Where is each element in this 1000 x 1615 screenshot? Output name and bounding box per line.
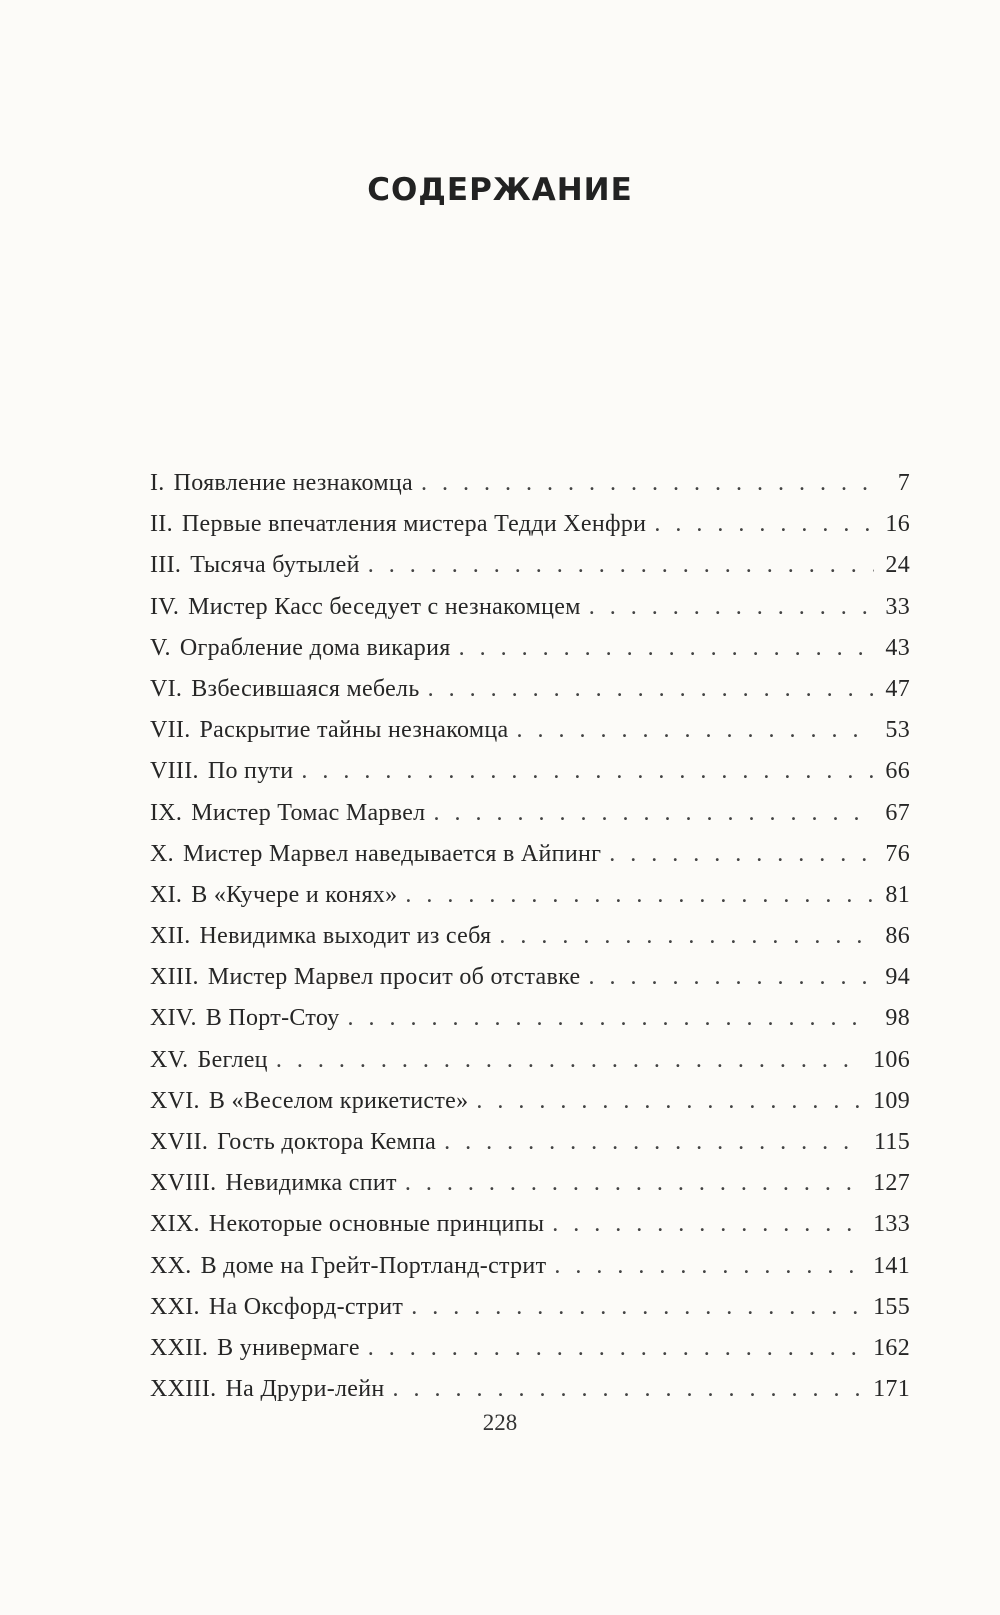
- chapter-number: I.: [150, 470, 165, 496]
- chapter-title: Мистер Марвел просит об отставке: [207, 964, 581, 991]
- dot-leader: [459, 635, 874, 662]
- dot-leader: [368, 1335, 863, 1362]
- chapter-number: XVI.: [150, 1087, 200, 1114]
- chapter-title: Мистер Марвел наведывается в Айпинг: [182, 840, 602, 867]
- dot-leader: [405, 1170, 863, 1197]
- toc-entry[interactable]: [150, 1129, 910, 1170]
- dot-leader: [589, 594, 874, 621]
- toc-entry[interactable]: [150, 841, 910, 882]
- chapter-title: Гость доктора Кемпа: [217, 1129, 437, 1155]
- toc-entry[interactable]: [150, 800, 910, 841]
- dot-leader: [393, 1376, 864, 1403]
- toc-entry[interactable]: [150, 882, 910, 923]
- chapter-page: 24: [885, 552, 910, 579]
- chapter-title: Беглец: [197, 1046, 268, 1073]
- toc-entry[interactable]: [150, 923, 910, 964]
- toc-entry[interactable]: [150, 964, 910, 1005]
- chapter-page: 155: [873, 1293, 910, 1320]
- chapter-number: XIX.: [150, 1211, 200, 1238]
- chapter-page: 162: [873, 1334, 910, 1361]
- toc-entry[interactable]: [150, 1005, 910, 1046]
- dot-leader: [476, 1088, 863, 1115]
- chapter-page: 76: [885, 840, 910, 867]
- dot-leader: [499, 923, 874, 950]
- chapter-page: 86: [885, 923, 910, 950]
- chapter-number: XVII.: [150, 1129, 209, 1155]
- toc-entry[interactable]: [150, 594, 910, 635]
- chapter-number: XVIII.: [150, 1170, 217, 1197]
- chapter-title: Невидимка спит: [225, 1170, 397, 1197]
- toc-entry[interactable]: [150, 1211, 910, 1252]
- toc-entry[interactable]: [150, 758, 910, 799]
- chapter-page: 7: [897, 470, 910, 496]
- toc-entry[interactable]: [150, 717, 910, 758]
- chapter-title: В «Веселом крикетисте»: [208, 1087, 469, 1114]
- chapter-number: XV.: [150, 1046, 189, 1073]
- dot-leader: [421, 470, 874, 497]
- chapter-number: V.: [150, 634, 171, 661]
- chapter-title: Мистер Томас Марвел: [191, 799, 426, 826]
- dot-leader: [444, 1129, 864, 1156]
- chapter-page: 98: [885, 1005, 910, 1032]
- page-title: СОДЕРЖАНИЕ: [367, 172, 633, 208]
- chapter-page: 171: [873, 1376, 910, 1403]
- dot-leader: [301, 758, 874, 785]
- chapter-title: Некоторые основные принципы: [208, 1211, 545, 1238]
- chapter-number: XXI.: [150, 1293, 200, 1320]
- dot-leader: [405, 882, 874, 909]
- chapter-page: 67: [885, 799, 910, 826]
- chapter-number: VI.: [150, 675, 183, 702]
- dot-leader: [588, 964, 874, 991]
- toc-entry[interactable]: [150, 552, 910, 593]
- chapter-number: II.: [150, 511, 173, 538]
- dot-leader: [368, 552, 874, 579]
- dot-leader: [554, 1253, 863, 1280]
- toc-entry[interactable]: [150, 470, 910, 511]
- dot-leader: [552, 1211, 863, 1238]
- chapter-page: 141: [873, 1252, 910, 1279]
- chapter-title: В «Кучере и конях»: [191, 881, 398, 908]
- toc-entry[interactable]: [150, 511, 910, 552]
- chapter-page: 43: [885, 634, 910, 661]
- toc-entry[interactable]: [150, 1170, 910, 1211]
- table-of-contents: [150, 470, 910, 1417]
- chapter-page: 109: [873, 1087, 910, 1114]
- chapter-number: XXII.: [150, 1334, 209, 1361]
- chapter-page: 127: [873, 1170, 910, 1197]
- chapter-number: XII.: [150, 923, 191, 950]
- dot-leader: [276, 1047, 863, 1074]
- chapter-number: XIV.: [150, 1005, 197, 1032]
- chapter-page: 106: [873, 1046, 910, 1073]
- chapter-page: 81: [885, 881, 910, 908]
- chapter-title: Ограбление дома викария: [179, 634, 451, 661]
- chapter-number: XX.: [150, 1252, 192, 1279]
- dot-leader: [411, 1294, 863, 1321]
- chapter-number: VII.: [150, 717, 191, 744]
- chapter-title: На Оксфорд-стрит: [208, 1293, 404, 1320]
- dot-leader: [609, 841, 874, 868]
- chapter-title: Первые впечатления мистера Тедди Хенфри: [181, 511, 647, 538]
- chapter-page: 16: [885, 511, 910, 538]
- dot-leader: [428, 676, 874, 703]
- chapter-page: 133: [873, 1211, 910, 1238]
- toc-entry[interactable]: [150, 676, 910, 717]
- chapter-number: X.: [150, 840, 174, 867]
- chapter-title: В доме на Грейт-Портланд-стрит: [200, 1252, 547, 1279]
- chapter-number: III.: [150, 552, 182, 579]
- chapter-title: На Друри-лейн: [225, 1376, 385, 1403]
- chapter-title: Невидимка выходит из себя: [199, 923, 492, 950]
- chapter-title: Мистер Касс беседует с незнакомцем: [188, 593, 581, 620]
- dot-leader: [433, 800, 874, 827]
- chapter-title: По пути: [207, 758, 294, 785]
- chapter-number: IX.: [150, 799, 183, 826]
- toc-entry[interactable]: [150, 1335, 910, 1376]
- chapter-number: IV.: [150, 593, 180, 620]
- chapter-number: XXIII.: [150, 1376, 217, 1403]
- chapter-title: В Порт-Стоу: [205, 1005, 340, 1032]
- chapter-page: 47: [885, 675, 910, 702]
- dot-leader: [348, 1005, 874, 1032]
- chapter-number: VIII.: [150, 758, 199, 785]
- chapter-page: 53: [885, 717, 910, 744]
- chapter-page: 66: [885, 758, 910, 785]
- chapter-page: 33: [885, 593, 910, 620]
- chapter-title: Тысяча бутылей: [190, 552, 360, 579]
- chapter-title: Раскрытие тайны незнакомца: [199, 717, 509, 744]
- toc-entry[interactable]: [150, 1047, 910, 1088]
- chapter-page: 94: [885, 964, 910, 991]
- toc-entry[interactable]: [150, 635, 910, 676]
- chapter-number: XIII.: [150, 964, 199, 991]
- chapter-title: В универмаге: [217, 1334, 360, 1361]
- chapter-page: 115: [873, 1129, 910, 1155]
- chapter-title: Появление незнакомца: [173, 470, 413, 496]
- dot-leader: [654, 511, 874, 538]
- toc-entry[interactable]: [150, 1253, 910, 1294]
- toc-entry[interactable]: [150, 1088, 910, 1129]
- toc-entry[interactable]: [150, 1294, 910, 1335]
- chapter-number: XI.: [150, 881, 183, 908]
- dot-leader: [516, 717, 874, 744]
- chapter-title: Взбесившаяся мебель: [191, 675, 420, 702]
- page-number: 228: [482, 1410, 518, 1435]
